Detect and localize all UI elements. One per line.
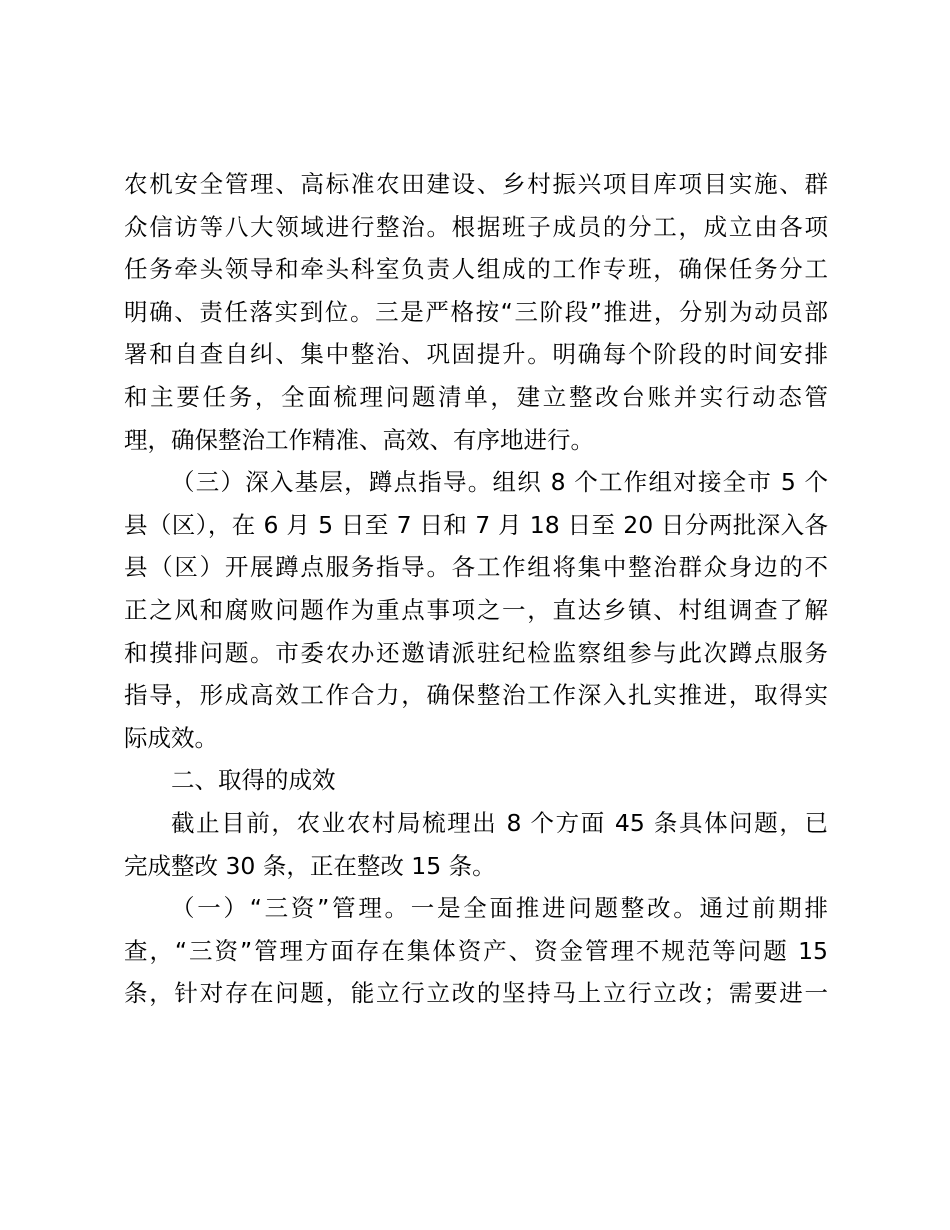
text-line: 众信访等八大领域进行整治。根据班子成员的分工，成立由各项: [124, 212, 828, 241]
document-page: [124, 163, 828, 1015]
text-line: 任务牵头领导和牵头科室负责人组成的工作专班，确保任务分工: [124, 255, 828, 284]
text-line: 理，确保整治工作精准、高效、有序地进行。: [124, 425, 594, 454]
text-line: （一）“三资”管理。一是全面推进问题整改。通过前期排: [171, 894, 828, 923]
text-line: 县（区），在 6 月 5 日至 7 日和 7 月 18 日至 20 日分两批深入各: [124, 510, 828, 539]
text-line: 截止目前，农业农村局梳理出 8 个方面 45 条具体问题，已: [171, 808, 828, 837]
text-line: 署和自查自纠、集中整治、巩固提升。明确每个阶段的时间安排: [124, 340, 828, 369]
text-line: 和摸排问题。市委农办还邀请派驻纪检监察组参与此次蹲点服务: [124, 638, 828, 667]
text-line: 际成效。: [124, 723, 218, 752]
text-line: 条，针对存在问题，能立行立改的坚持马上立行立改；需要进一: [124, 979, 828, 1008]
text-line: 农机安全管理、高标准农田建设、乡村振兴项目库项目实施、群: [124, 170, 828, 198]
text-line: 和主要任务，全面梳理问题清单，建立整改台账并实行动态管: [124, 382, 828, 411]
text-line: 完成整改 30 条，正在整改 15 条。: [124, 851, 496, 880]
text-line: 查，“三资”管理方面存在集体资产、资金管理不规范等问题 15: [124, 936, 828, 965]
text-line: （三）深入基层，蹲点指导。组织 8 个工作组对接全市 5 个: [171, 468, 828, 497]
text-line: 明确、责任落实到位。三是严格按“三阶段”推进，分别为动员部: [124, 297, 828, 326]
section-heading: 二、取得的成效: [171, 766, 336, 795]
text-line: 县（区）开展蹲点服务指导。各工作组将集中整治群众身边的不: [124, 553, 828, 582]
text-line: 指导，形成高效工作合力，确保整治工作深入扎实推进，取得实: [124, 681, 828, 710]
text-line: 正之风和腐败问题作为重点事项之一，直达乡镇、村组调查了解: [124, 595, 828, 624]
